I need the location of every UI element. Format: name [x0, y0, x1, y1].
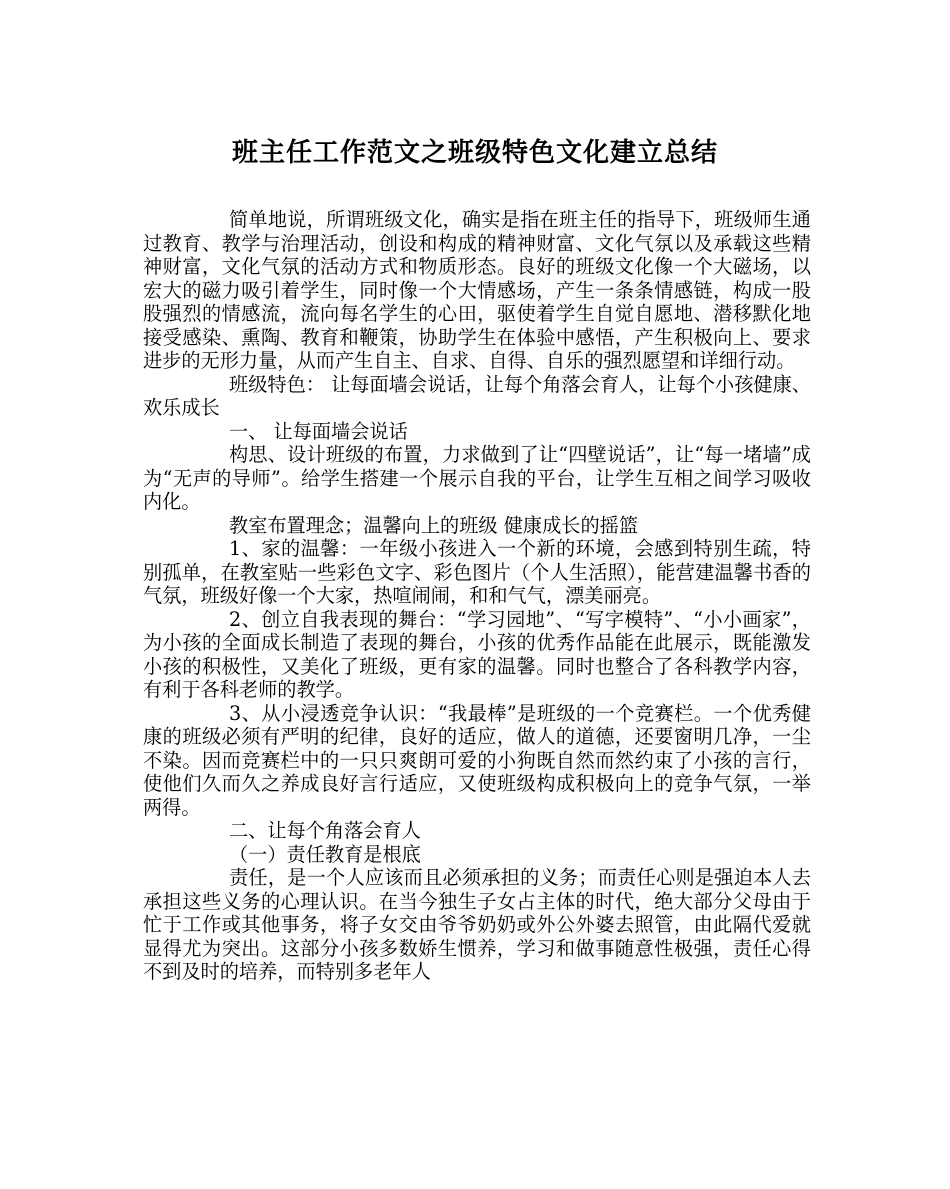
- paragraph-layout-concept: 教室布置理念；温馨向上的班级 健康成长的摇篮: [229, 513, 639, 537]
- paragraph-self-expression-stage: 2、创立自我表现的舞台：“学习园地”、“写字模特”、“小小画家”，为小孩的全面成长制造了表现的舞台，小孩的优秀作品能在此展示，既能激发小孩的积极性，又美化了班级，更有家的温馨。同时也整合了各科教学内容，有利于各科老师的教学。: [143, 607, 811, 701]
- document-title: 班主任工作范文之班级特色文化建立总结: [231, 138, 718, 168]
- heading-walls-speak: 一、 让每面墙会说话: [229, 419, 408, 443]
- paragraph-class-culture-definition: 简单地说，所谓班级文化，确实是指在班主任的指导下，班级师生通过教育、教学与治理活动，创设和构成的精神财富、文化气氛以及承载这些精神财富，文化气氛的活动方式和物质形态。良好的班级文化像一个大磁场，以宏大的磁力吸引着学生，同时像一个大情感场，产生一条条情感链，构成一股股强烈的情感流，流向每名学生的心田，驱使着学生自觉自愿地、潜移默化地接受感染、熏陶、教育和鞭策，协助学生在体验中感悟，产生积极向上、要求进步的无形力量，从而产生自主、自求、自得、自乐的强烈愿望和详细行动。: [143, 208, 811, 372]
- heading-responsibility-education: （一）责任教育是根底: [229, 842, 421, 866]
- paragraph-class-feature: 班级特色： 让每面墙会说话，让每个角落会育人，让每个小孩健康、欢乐成长: [143, 372, 811, 419]
- paragraph-classroom-layout: 构思、设计班级的布置，力求做到了让“四壁说话”，让“每一堵墙”成为“无声的导师”。给学生搭建一个展示自我的平台，让学生互相之间学习吸收内化。: [143, 443, 811, 513]
- paragraph-responsibility: 责任，是一个人应该而且必须承担的义务；而责任心则是强迫本人去承担这些义务的心理认识。在当今独生子女占主体的时代，绝大部分父母由于忙于工作或其他事务，将子女交由爷爷奶奶或外公外婆去照管，由此隔代爱就显得尤为突出。这部分小孩多数娇生惯养，学习和做事随意性极强，责任心得不到及时的培养，而特别多老年人: [143, 866, 811, 983]
- paragraph-home-warmth: 1、家的温馨：一年级小孩进入一个新的环境，会感到特别生疏，特别孤单，在教室贴一些彩色文字、彩色图片（个人生活照），能营建温馨书香的气氛，班级好像一个大家，热喧闹闹，和和气气，漂美丽亮。: [143, 537, 811, 607]
- heading-every-corner-educates: 二、让每个角落会育人: [229, 819, 421, 842]
- document-body: [143, 208, 811, 984]
- paragraph-competition-awareness: 3、从小浸透竞争认识：“我最棒”是班级的一个竞赛栏。一个优秀健康的班级必须有严明的纪律，良好的适应，做人的道德，还要窗明几净，一尘不染。因而竞赛栏中的一只只爽朗可爱的小狗既自然而然约束了小孩的言行，使他们久而久之养成良好言行适应，又使班级构成积极向上的竞争气氛，一举两得。: [143, 701, 811, 819]
